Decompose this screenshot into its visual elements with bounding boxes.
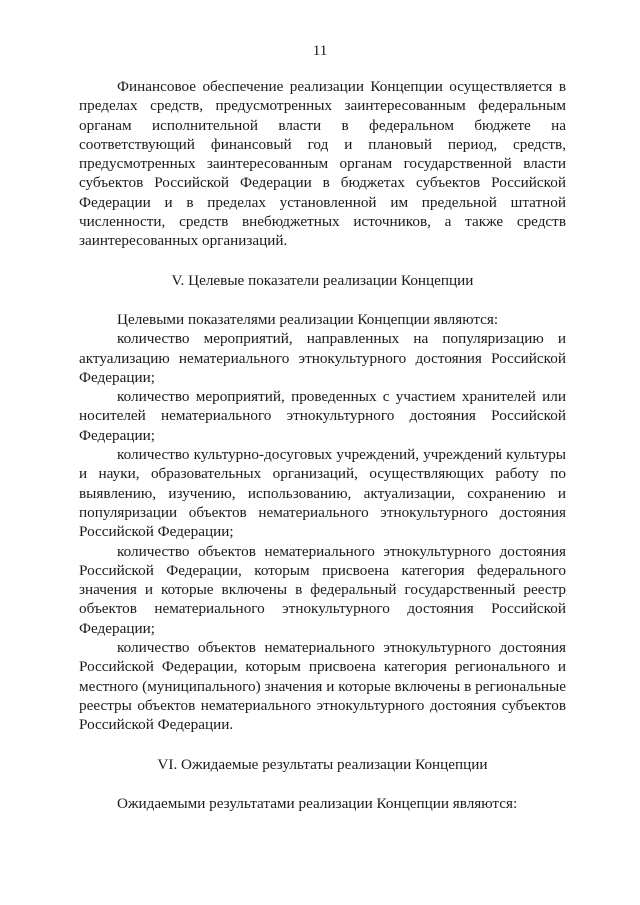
page-number: 11 — [312, 42, 328, 59]
paragraph-indicators-intro: Целевыми показателями реализации Концепции являются: — [117, 310, 499, 328]
spacer — [79, 735, 566, 755]
paragraph-indicator-2: количество мероприятий, проведенных с участием хранителей или носителей нематериального этнокультурного достояния Российской Федерации; — [79, 388, 566, 444]
spacer — [79, 774, 566, 794]
paragraph-indicator-1: количество мероприятий, направленных на популяризацию и актуализацию нематериального этнокультурного достояния Российской Федерации; — [79, 330, 566, 386]
paragraph-indicator-5: количество объектов нематериального этнокультурного достояния Российской Федерации, которым присвоена категория регионального и местного (муниципального) значения и которые включены в региональные реестры объектов нематериального этнокультурного достояния субъектов Российской Федерации. — [79, 639, 566, 734]
spacer — [79, 290, 566, 310]
paragraph-indicator-3: количество культурно-досуговых учреждений, учреждений культуры и науки, образовательных организаций, осуществляющих работу по выявлению, изучению, использованию, актуализации, сохранению и популяризации объектов нематериального этнокультурного достояния Российской Федерации; — [79, 446, 566, 541]
section-heading-v: V. Целевые показатели реализации Концепции — [171, 271, 474, 289]
spacer — [79, 251, 566, 271]
paragraph-indicator-4: количество объектов нематериального этнокультурного достояния Российской Федерации, которым присвоена категория федерального значения и которые включены в федеральный государственный реестр объектов нематериального этнокультурного достояния Российской Федерации; — [79, 542, 566, 637]
paragraph-funding: Финансовое обеспечение реализации Концепции осуществляется в пределах средств, предусмотренных заинтересованным федеральным органам исполнительной власти в федеральном бюджете на соответствующий финансовый год и плановый период, средств, предусмотренных заинтересованным органам государственной власти субъектов Российской Федерации в бюджетах субъектов Российской Федерации и в пределах установленной им предельной штатной численности, средств внебюджетных источников, а также средств заинтересованных организаций. — [79, 78, 566, 250]
page-content — [79, 77, 566, 813]
paragraph-results-intro: Ожидаемыми результатами реализации Концепции являются: — [117, 794, 518, 812]
section-heading-vi: VI. Ожидаемые результаты реализации Концепции — [157, 755, 488, 773]
